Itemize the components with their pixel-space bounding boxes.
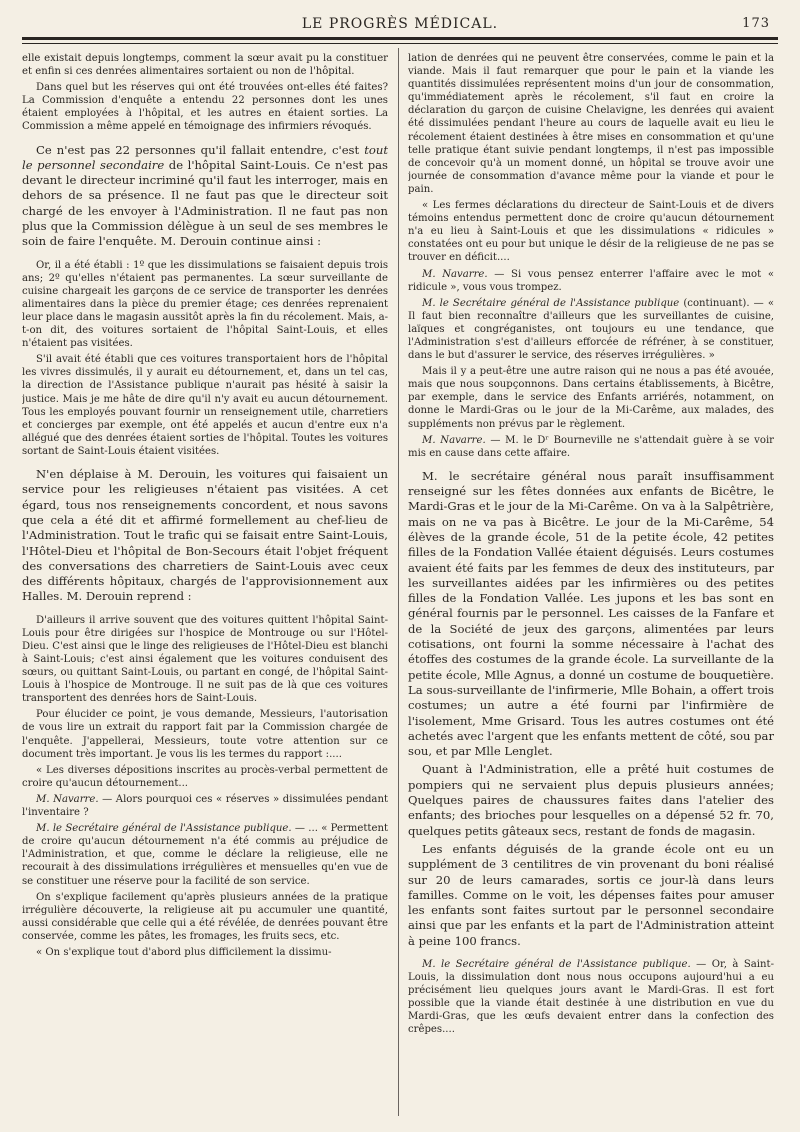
left-column [22, 52, 388, 1122]
running-title: LE PROGRÈS MÉDICAL. [301, 16, 499, 32]
quoted-paragraph: On s'explique facilement qu'après plusieurs années de la pratique irrégulière découverte, la religieuse ait pu accumuler une quantité, aussi considérable que celle qui a été révélée, de denrées pouvant être conservée, comme les pâtes, les fromages, les fruits secs, etc. [22, 891, 388, 942]
paragraph: M. le secrétaire général nous paraît insuffisamment renseigné sur les fêtes données aux enfants de Bicêtre, le Mardi-Gras et le jour de la Mi-Carême. On va à la Salpêtrière, mais on ne va pas à Bicêtre. Le jour de la Mi-Carême, 54 élèves de la grande école, 51 de la petite école, 42 petites filles de la Fondation Vallée étaient déguisés. Leurs costumes avaient été faits par les femmes de deux des instituteurs, par les surveillantes aidées par les infirmières ou des petites filles de la Fondation Vallée. Les jupons et les bas sont en général fournis par le personnel. Les caisses de la Fanfare et de la Société de jeux des garçons, alimentées par leurs cotisations, ont fourni la somme nécessaire à l'achat des étoffes des costumes de la grande école. La surveillante de la petite école, Mlle Agnus, a donné un costume de bouquetière. La sous-surveillante de l'infirmerie, Mlle Bohain, a offert trois costumes; un autre a été fourni par l'infirmière de l'isolement, Mme Grisard. Tous les autres costumes ont été achetés avec l'argent que les enfants mettent de côté, sou par sou, et par Mlle Lenglet. [408, 468, 774, 759]
paragraph: Ce n'est pas 22 personnes qu'il fallait entendre, c'est tout le personnel secondaire de l'hôpital Saint-Louis. Ce n'est pas devant le directeur incriminé qu'il faut les interroger, mais en dehors de sa présence. Il ne faut pas que le directeur soit chargé de les envoyer à l'Administration. Il ne faut pas non plus que la Commission délègue à un seul de ses membres le soin de faire l'enquête. M. Derouin continue ainsi : [22, 142, 388, 249]
quoted-paragraph: Pour élucider ce point, je vous demande, Messieurs, l'autorisation de vous lire un extrait du rapport fait par la Commission chargée de l'enquête. J'appellerai, Messieurs, toute votre attention sur ce document très important. Je vous lis les termes du rapport :.... [22, 709, 388, 760]
paragraph: Quant à l'Administration, elle a prêté huit costumes de pompiers qui ne servaient plus depuis plusieurs années; Quelques paires de chaussures faites dans l'atelier des enfants; des brioches pour lesquelles on a dépensé 52 fr. 70, quelques petits gâteaux secs, restant de fonds de magasin. [408, 762, 774, 838]
right-column [408, 52, 774, 1122]
quoted-paragraph: Mais il y a peut-être une autre raison qui ne nous a pas été avouée, mais que nous soupçonnons. Dans certains établissements, à Bicêtre, par exemple, dans le service des Enfants arriérés, notamment, on donne le Mardi-Gras ou le jour de la Mi-Carême, aux malades, des suppléments non prévus par le règlement. [408, 366, 774, 430]
dialogue-paragraph: M. Navarre. — M. le Dʳ Bourneville ne s'attendait guère à se voir mis en cause dans cette affaire. [408, 434, 774, 459]
quoted-paragraph: S'il avait été établi que ces voitures transportaient hors de l'hôpital les vivres dissimulés, il y aurait eu détournement, et, dans un tel cas, la direction de l'Assistance publique n'aurait pas hésité à saisir la justice. Mais je me hâte de dire qu'il n'y avait eu aucun détournement. Tous les employés pouvant fournir un renseignement utile, charretiers et concierges par exemple, ont été appelés et aucun d'entre eux n'a allégué que des denrées étaient sorties de l'hôpital. Toutes les voitures sortant de Saint-Louis étaient visitées. [22, 354, 388, 457]
quoted-paragraph: Or, il a été établi : 1º que les dissimulations se faisaient depuis trois ans; 2º qu'elles n'étaient pas permanentes. La sœur surveillante de cuisine chargeait les garçons de ce service de transporter les denrées alimentaires dans la pièce du premier étage; ces denrées reprenaient leur place dans le magasin aussitôt après la fin du récolement. Mais, a-t-on dit, des voitures sortaient de l'hôpital Saint-Louis, et elles n'étaient pas visitées. [22, 259, 388, 350]
column-divider [398, 48, 399, 1116]
quoted-paragraph: « On s'explique tout d'abord plus difficilement la dissimu- [36, 946, 332, 958]
page-header [22, 14, 778, 34]
paragraph: N'en déplaise à M. Derouin, les voitures qui faisaient un service pour les religieuses n'étaient pas visitées. A cet égard, tous nos renseignements concordent, et nous savons que cela a été dit et affirmé formellement au chef-lieu de l'Administration. Tout le trafic qui se faisait entre Saint-Louis, l'Hôtel-Dieu et l'hôpital de Bon-Secours était l'objet fréquent des conversations des charretiers de Saint-Louis avec ceux des différents hôpitaux, chargés de l'approvisionnement aux Halles. M. Derouin reprend : [22, 467, 388, 604]
dialogue-paragraph: M. le Secrétaire général de l'Assistance publique (continuant). — « Il faut bien reconnaître d'ailleurs que les surveillantes de cuisine, laïques et congréganistes, ont toujours eu une tendance, que l'Administration s'est d'ailleurs efforcée de réfréner, à se constituer, dans le but d'assurer le service, des réserves irrégulières. » [408, 297, 774, 362]
dialogue-paragraph: M. Navarre. — Alors pourquoi ces « réserves » dissimulées pendant l'inventaire ? [22, 793, 388, 819]
dialogue-paragraph: M. le Secrétaire général de l'Assistance publique. — Or, à Saint-Louis, la dissimulation dont nous nous occupons aujourd'hui a eu précisément lieu quelques jours avant le Mardi-Gras. Il est fort possible que la viande était destinée à une distribution en vue du Mardi-Gras, que les œufs devaient entrer dans la confection des crêpes.... [408, 959, 774, 1036]
quoted-paragraph: « Les fermes déclarations du directeur de Saint-Louis et de divers témoins entendus permettent donc de croire qu'aucun détournement n'a eu lieu à Saint-Louis et que les dissimulations « ridicules » constatées ont eu pour but unique le désir de la religieuse de ne pas se trouver en déficit.... [408, 200, 774, 264]
dialogue-paragraph: M. le Secrétaire général de l'Assistance publique. — ... « Permettent de croire qu'aucun détournement n'a été commis au préjudice de l'Administration, et que, comme le déclare la religieuse, elle ne recourait à des dissimulations irrégulières et mensuelles qu'en vue de se constituer une réserve pour la facilité de son service. [22, 823, 388, 887]
dialogue-paragraph: M. Navarre. — Si vous pensez enterrer l'affaire avec le mot « ridicule », vous vous trompez. [408, 268, 774, 293]
paragraph: Dans quel but les réserves qui ont été trouvées ont-elles été faites? La Commission d'enquête a entendu 22 personnes dont les unes étaient employées à l'hôpital, et les autres en étaient sorties. La Commission a même appelé en témoignage des infirmiers révoqués. [22, 82, 388, 133]
header-rule-thick [22, 37, 778, 40]
page-number: 173 [742, 16, 770, 31]
paragraph: elle existait depuis longtemps, comment la sœur avait pu la constituer et enfin si ces denrées alimentaires sortaient ou non de l'hôpital. [22, 53, 388, 78]
quoted-paragraph: « Les diverses dépositions inscrites au procès-verbal permettent de croire qu'aucun détournement... [22, 764, 388, 789]
quoted-paragraph: D'ailleurs il arrive souvent que des voitures quittent l'hôpital Saint-Louis pour être dirigées sur l'hospice de Montrouge ou sur l'Hôtel-Dieu. C'est ainsi que le linge des religieuses de l'Hôtel-Dieu est blanchi à Saint-Louis; c'est ainsi également que les voitures conduisent des sœurs, ou quittant Saint-Louis, ou partant en congé, de l'hôpital Saint-Louis à l'hospice de Montrouge. Il ne suit pas de là que ces voitures transportent des denrées hors de Saint-Louis. [22, 614, 388, 705]
quoted-paragraph: lation de denrées qui ne peuvent être conservées, comme le pain et la viande. Mais il faut remarquer que pour le pain et la viande les quantités dissimulées représentent moins d'un jour de consommation, qu'immédiatement après le récolement, s'il faut en croire la déclaration du garçon de cuisine Chelavigne, les denrées qui avaient été dissimulées pendant l'heure au cours de laquelle avait eu lieu le récolement étaient destinées à être mises en consommation et qu'une telle pratique étant suivie pendant longtemps, il n'est pas impossible de concevoir qu'à un moment donné, un hôpital se trouve avoir une journée de consommation d'avance même pour la viande et pour le pain. [408, 53, 774, 195]
paragraph: Les enfants déguisés de la grande école ont eu un supplément de 3 centilitres de vin provenant du boni réalisé sur 20 de leurs camarades, sortis ce jour-là dans leurs familles. Comme on le voit, les dépenses faites pour amuser les enfants sont faites surtout par le personnel secondaire ainsi que par les enfants et la part de l'Administration atteint à peine 100 francs. [408, 841, 774, 948]
header-rule-thin [22, 43, 778, 44]
